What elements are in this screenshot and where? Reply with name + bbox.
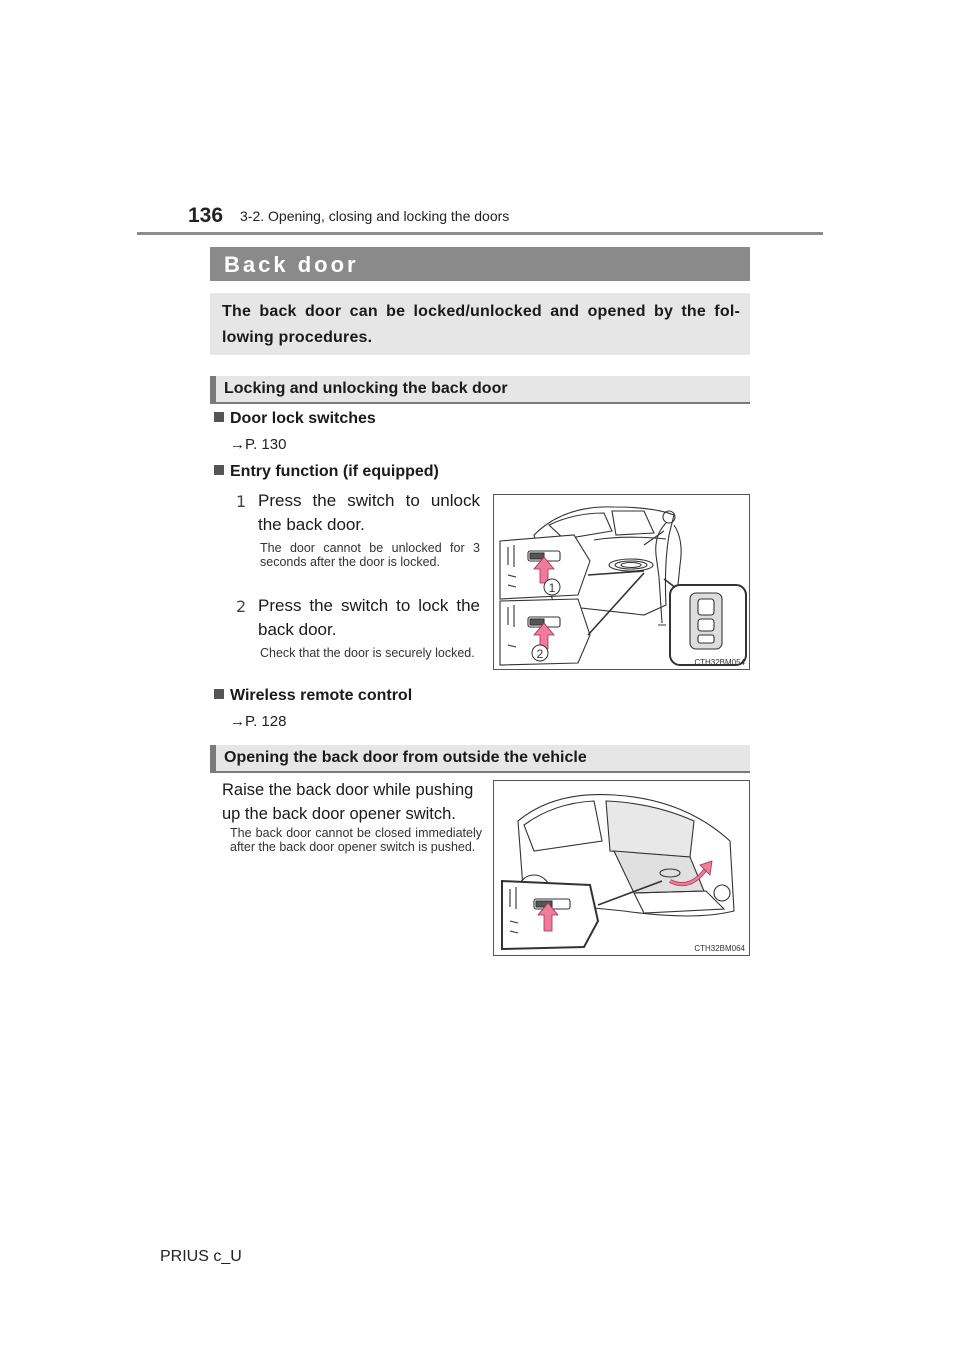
- page-title: Back door: [224, 252, 359, 277]
- step-note: The door cannot be unlocked for 3 seconds after the door is locked.: [260, 541, 480, 569]
- bullet-square-icon: [214, 412, 224, 422]
- page-reference-link[interactable]: →P. 128: [230, 713, 287, 730]
- section-breadcrumb: 3-2. Opening, closing and locking the doors: [240, 208, 510, 224]
- step-text: Press the switch to unlock the back door.: [258, 491, 480, 534]
- door-lock-switches-label: Door lock switches: [230, 410, 376, 427]
- callout-1: 1: [548, 581, 556, 595]
- section-heading-opening: [210, 745, 750, 773]
- page-reference-link[interactable]: →P. 130: [230, 436, 287, 453]
- intro-box: [210, 293, 750, 355]
- step-number: 1: [236, 492, 247, 511]
- entry-function-heading: [214, 463, 439, 481]
- bullet-square-icon: [214, 465, 224, 475]
- footer-model: PRIUS c_U: [160, 1248, 242, 1265]
- section-heading-locking: [210, 376, 750, 404]
- page-number: 136: [188, 204, 224, 227]
- header-divider: [137, 232, 823, 235]
- entry-function-label: Entry function (if equipped): [230, 463, 439, 480]
- figure-code: CTH32BM054: [694, 658, 745, 667]
- car-rear-lock-illustration: [494, 495, 749, 669]
- wireless-remote-label: Wireless remote control: [230, 687, 413, 704]
- door-lock-switches-heading: [214, 410, 376, 428]
- step-number: 2: [236, 597, 247, 616]
- opening-note: The back door cannot be closed immediately after the back door opener switch is pushed.: [230, 826, 482, 854]
- section-heading-locking-label: Locking and unlocking the back door: [224, 380, 508, 397]
- opening-instruction: Raise the back door while pushing up the back door opener switch.: [222, 781, 474, 823]
- callout-2: 2: [536, 647, 544, 661]
- page-title-bar: [210, 247, 750, 281]
- wireless-remote-heading: [214, 687, 412, 705]
- section-heading-opening-label: Opening the back door from outside the vehicle: [224, 749, 587, 766]
- figure-code: CTH32BM064: [694, 944, 745, 953]
- step-text: Press the switch to lock the back door.: [258, 596, 480, 639]
- step-note: Check that the door is securely locked.: [260, 646, 475, 660]
- entry-function-illustration: [493, 494, 750, 670]
- car-back-door-illustration: [494, 781, 749, 955]
- bullet-square-icon: [214, 689, 224, 699]
- opener-switch-illustration: [493, 780, 750, 956]
- intro-text: The back door can be locked/unlocked and opened by the fol-lowing procedures.: [222, 303, 740, 346]
